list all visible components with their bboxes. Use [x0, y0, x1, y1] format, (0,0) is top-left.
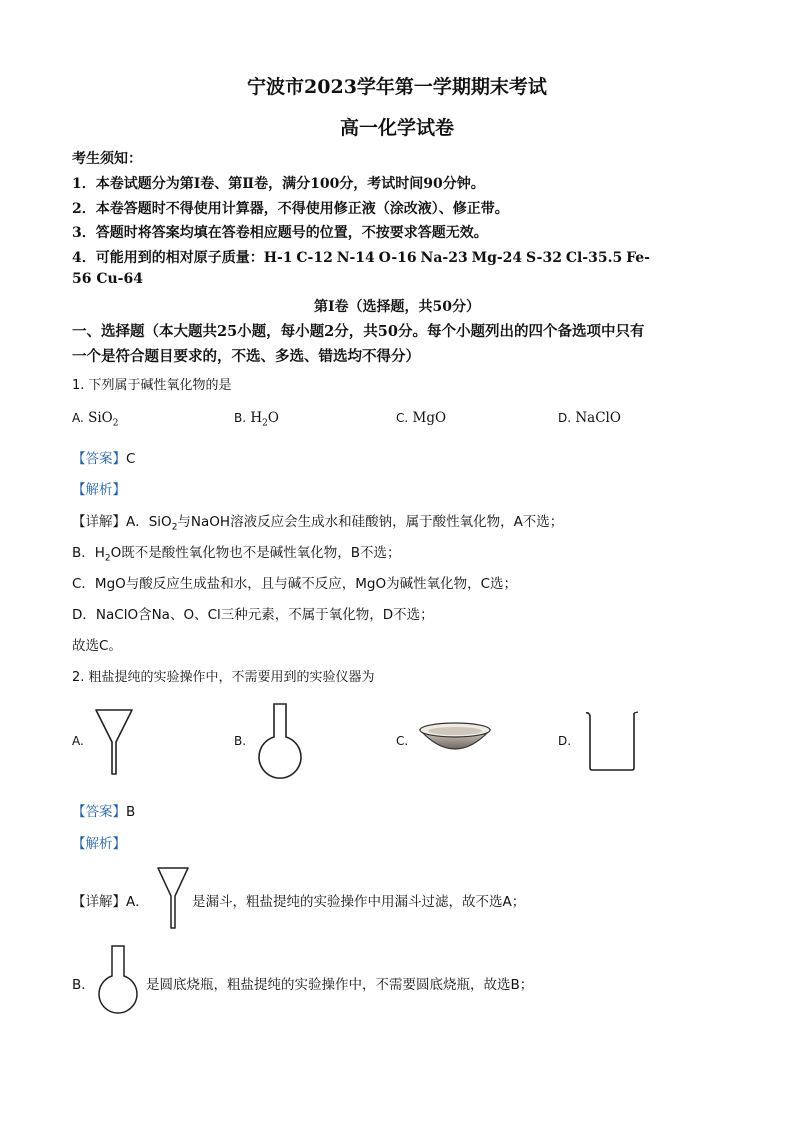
option-d-label: D. [558, 734, 572, 748]
evaporating-dish-icon [418, 720, 492, 762]
detail-line: 【详解】A． [72, 894, 149, 910]
detail-line: 【详解】A．SiO$_2$与NaOH溶液反应会生成水和硅酸钠，属于酸性氧化物，A不选； [72, 514, 564, 533]
detail-line: B． [72, 977, 95, 993]
notice-item: 4．可能用到的相对原子质量：H-1 C-12 N-14 O-16 Na-23 Mg-24 S-32 Cl-35.5 Fe- [72, 250, 650, 266]
option-a: A. SiO$_2$ [72, 410, 119, 429]
funnel-icon [156, 866, 190, 930]
section-instruction: 一个是符合题目要求的，不选、多选、错选均不得分） [72, 348, 420, 365]
option-b-label: B. [234, 734, 247, 748]
answer-line: 【答案】B [72, 804, 136, 820]
question-stem: 2. 粗盐提纯的实验操作中，不需要用到的实验仪器为 [72, 670, 375, 685]
exam-title: 宁波市2023学年第一学期期末考试 [247, 76, 547, 98]
notice-item: 3．答题时将答案均填在答卷相应题号的位置，不按要求答题无效。 [72, 225, 488, 241]
question-stem: 1. 下列属于碱性氧化物的是 [72, 378, 232, 393]
option-c-label: C. [396, 734, 409, 748]
option-c: C. MgO [396, 410, 447, 426]
notice-item: 1．本卷试题分为第Ⅰ卷、第Ⅱ卷，满分100分，考试时间90分钟。 [72, 176, 485, 192]
detail-line: C．MgO与酸反应生成盐和水，且与碱不反应，MgO为碱性氧化物，C选； [72, 576, 518, 592]
round-bottom-flask-icon [256, 702, 304, 780]
detail-line: D．NaClO含Na、O、Cl三种元素，不属于氧化物，D不选； [72, 607, 434, 623]
answer-line: 【答案】C [72, 451, 136, 467]
option-b: B. $H_2O$ [234, 410, 279, 429]
analysis-tag: 【解析】 [72, 482, 126, 498]
notice-item: 2．本卷答题时不得使用计算器，不得使用修正液（涂改液）、修正带。 [72, 201, 509, 217]
round-bottom-flask-icon [96, 944, 140, 1016]
section-instruction: 一、选择题（本大题共25小题，每小题2分，共50分。每个小题列出的四个备选项中只有 [72, 323, 645, 340]
beaker-icon [584, 710, 640, 772]
detail-text: 是漏斗，粗盐提纯的实验操作中用漏斗过滤，故不选A； [192, 894, 526, 910]
notice-item: 56 Cu-64 [72, 271, 143, 287]
analysis-tag: 【解析】 [72, 836, 126, 852]
notice-heading: 考生须知： [72, 151, 142, 167]
detail-line: B．$H_2O$既不是酸性氧化物也不是碱性氧化物，B不选； [72, 545, 401, 564]
detail-text: 是圆底烧瓶，粗盐提纯的实验操作中，不需要圆底烧瓶，故选B； [146, 977, 534, 993]
exam-subtitle: 高一化学试卷 [339, 117, 454, 139]
conclusion: 故选C。 [72, 638, 122, 654]
section-title: 第Ⅰ卷（选择题，共50分） [313, 299, 481, 315]
option-a-label: A. [72, 734, 84, 748]
option-d: D. NaClO [558, 410, 621, 426]
funnel-icon [94, 708, 134, 776]
